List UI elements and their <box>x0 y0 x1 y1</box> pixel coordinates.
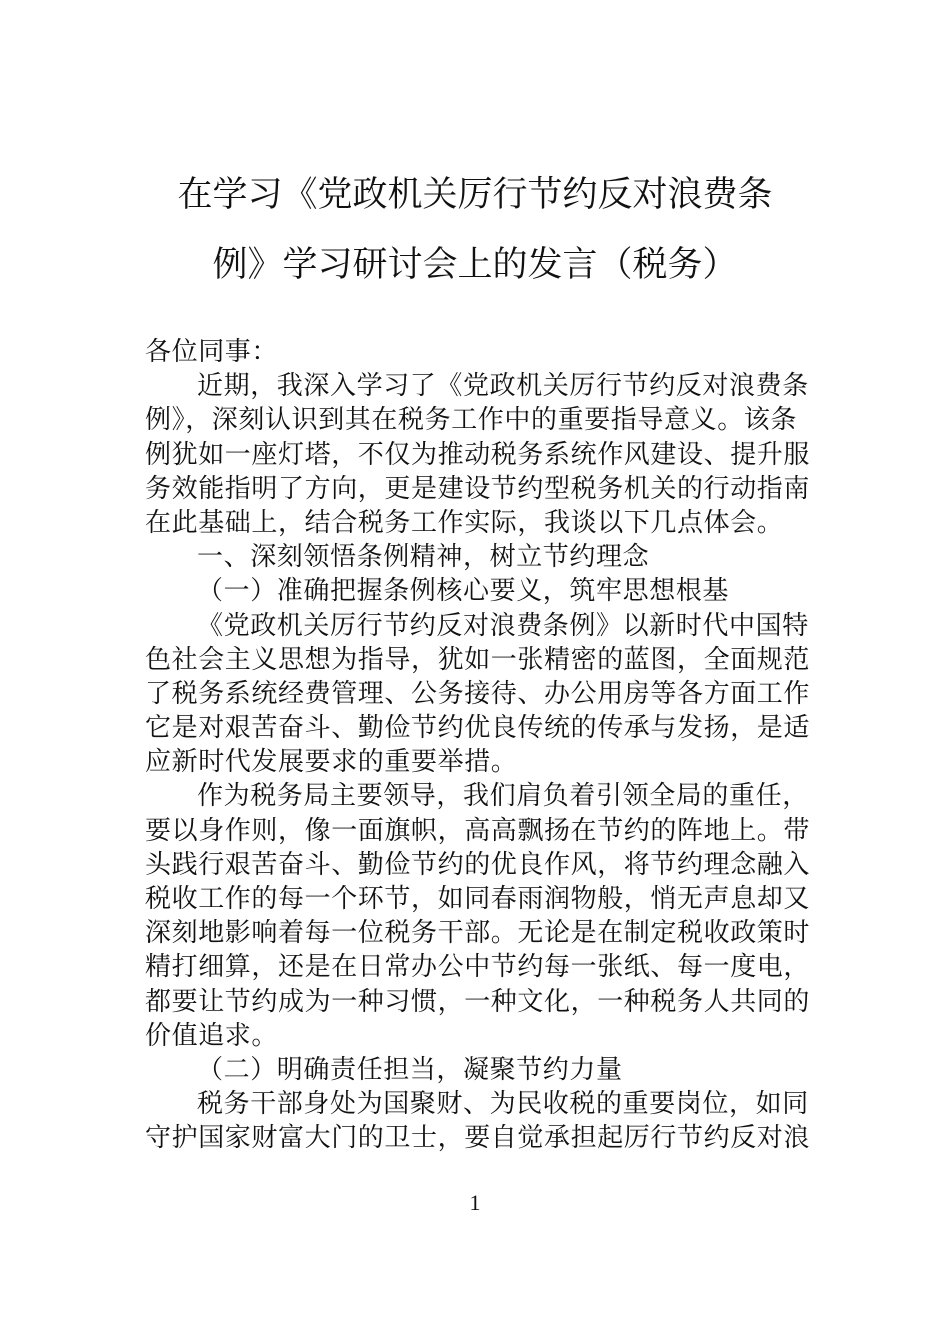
paragraph-line: 要以身作则，像一面旗帜，高高飘扬在节约的阵地上。带 <box>145 815 811 846</box>
document-title <box>145 160 805 300</box>
paragraph-line: 近期，我深入学习了《党政机关厉行节约反对浪费条 <box>197 371 809 402</box>
paragraph-line: 价值追求。 <box>145 1020 279 1051</box>
salutation: 各位同事： <box>145 337 279 367</box>
paragraph-line: 都要让节约成为一种习惯，一种文化，一种税务人共同的 <box>145 986 811 1017</box>
paragraph-line: 例犹如一座灯塔，不仅为推动税务系统作风建设、提升服 <box>145 439 811 470</box>
section-heading: 一、深刻领悟条例精神，树立节约理念 <box>197 542 650 573</box>
paragraph-line: 它是对艰苦奋斗、勤俭节约优良传统的传承与发扬，是适 <box>145 713 811 744</box>
paragraph-line: 作为税务局主要领导，我们肩负着引领全局的重任， <box>197 781 809 812</box>
paragraph-line: 《党政机关厉行节约反对浪费条例》以新时代中国特 <box>197 610 809 641</box>
paragraph-line: 例》，深刻认识到其在税务工作中的重要指导意义。该条 <box>145 405 798 436</box>
paragraph-line: 色社会主义思想为指导，犹如一张精密的蓝图，全面规范 <box>145 644 811 675</box>
paragraph-line: 守护国家财富大门的卫士，要自觉承担起厉行节约反对浪 <box>145 1123 811 1154</box>
title-line-2: 例》学习研讨会上的发言（税务） <box>212 245 738 285</box>
paragraph-line: 税收工作的每一个环节，如同春雨润物般，悄无声息却又 <box>145 884 811 914</box>
title-line-1: 在学习《党政机关厉行节约反对浪费条 <box>177 175 773 215</box>
paragraph-line: 了税务系统经费管理、公务接待、办公用房等各方面工作 <box>145 678 811 709</box>
subsection-heading: （二）明确责任担当，凝聚节约力量 <box>197 1054 623 1085</box>
paragraph-line: 深刻地影响着每一位税务干部。无论是在制定税收政策时 <box>145 918 811 949</box>
paragraph-line: 头践行艰苦奋斗、勤俭节约的优良作风，将节约理念融入 <box>145 849 811 880</box>
subsection-heading: （一）准确把握条例核心要义，筑牢思想根基 <box>197 576 730 607</box>
paragraph-line: 应新时代发展要求的重要举措。 <box>145 747 518 778</box>
paragraph-line: 务效能指明了方向，更是建设节约型税务机关的行动指南 <box>145 473 811 504</box>
paragraph-line: 精打细算，还是在日常办公中节约每一张纸、每一度电， <box>145 952 811 983</box>
page-number: 1 <box>469 1190 481 1215</box>
paragraph-line: 税务干部身处为国聚财、为民收税的重要岗位，如同 <box>197 1089 809 1120</box>
document-body <box>145 335 810 1156</box>
paragraph-line: 在此基础上，结合税务工作实际，我谈以下几点体会。 <box>145 507 784 538</box>
